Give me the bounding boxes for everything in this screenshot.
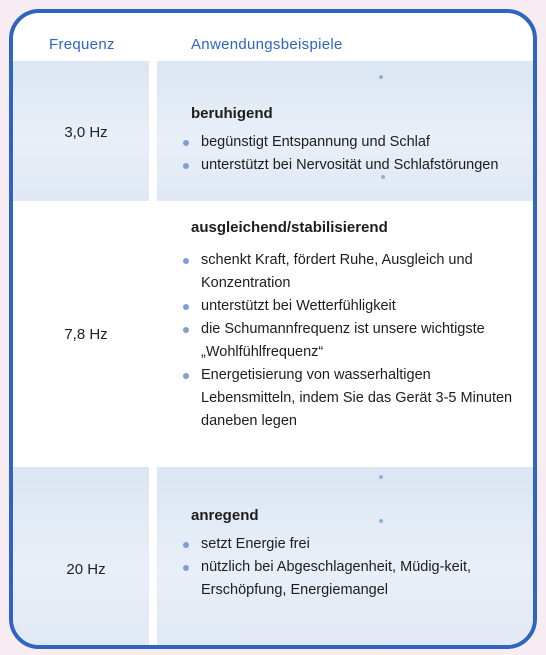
list-item: nützlich bei Abgeschlagenheit, Müdig-keit, Erschöpfung, Energiemangel	[183, 556, 513, 602]
bullet-dot-icon	[183, 327, 189, 333]
frequency-value: 3,0 Hz	[64, 123, 108, 141]
bullet-list	[183, 131, 513, 177]
frequency-cell	[13, 203, 149, 465]
decor-speck	[379, 519, 383, 523]
list-item: setzt Energie frei	[183, 533, 513, 556]
bullet-dot-icon	[183, 140, 189, 146]
list-item: unterstützt bei Nervosität und Schlafstörungen	[183, 154, 513, 177]
effect-title: anregend	[191, 507, 259, 524]
column-header-frequency: Frequenz	[49, 36, 115, 53]
frequency-value: 20 Hz	[66, 561, 106, 578]
bullet-dot-icon	[183, 304, 189, 310]
bullet-dot-icon	[183, 373, 189, 379]
bullet-dot-icon	[183, 163, 189, 169]
decor-speck	[379, 475, 383, 479]
application-cell	[157, 61, 533, 203]
effect-title: ausgleichend/stabilisierend	[191, 219, 388, 236]
list-item: die Schumannfrequenz ist unsere wichtigste „Wohlfühlfrequenz“	[183, 318, 513, 364]
bullet-list	[183, 249, 513, 433]
bullet-dot-icon	[183, 542, 189, 548]
bullet-list	[183, 533, 513, 602]
table-row-7-8hz	[13, 203, 533, 465]
list-item: schenkt Kraft, fördert Ruhe, Ausgleich und Konzentration	[183, 249, 513, 295]
table-row-20hz	[13, 467, 533, 649]
table-row-3hz	[13, 61, 533, 203]
application-cell	[157, 203, 533, 465]
list-item: Energetisierung von wasserhaltigen Lebensmitteln, indem Sie das Gerät 3-5 Minuten daneben legen	[183, 364, 513, 433]
bullet-dot-icon	[183, 258, 189, 264]
list-item: unterstützt bei Wetterfühligkeit	[183, 295, 513, 318]
decor-speck	[381, 175, 385, 179]
bullet-dot-icon	[183, 565, 189, 571]
effect-title: beruhigend	[191, 105, 273, 122]
frequency-table-card	[9, 9, 537, 649]
frequency-cell	[13, 467, 149, 649]
decor-speck	[379, 75, 383, 79]
column-header-applications: Anwendungsbeispiele	[191, 36, 343, 53]
application-cell	[157, 467, 533, 649]
list-item: begünstigt Entspannung und Schlaf	[183, 131, 513, 154]
frequency-cell	[13, 61, 149, 203]
frequency-value: 7,8 Hz	[64, 325, 108, 343]
